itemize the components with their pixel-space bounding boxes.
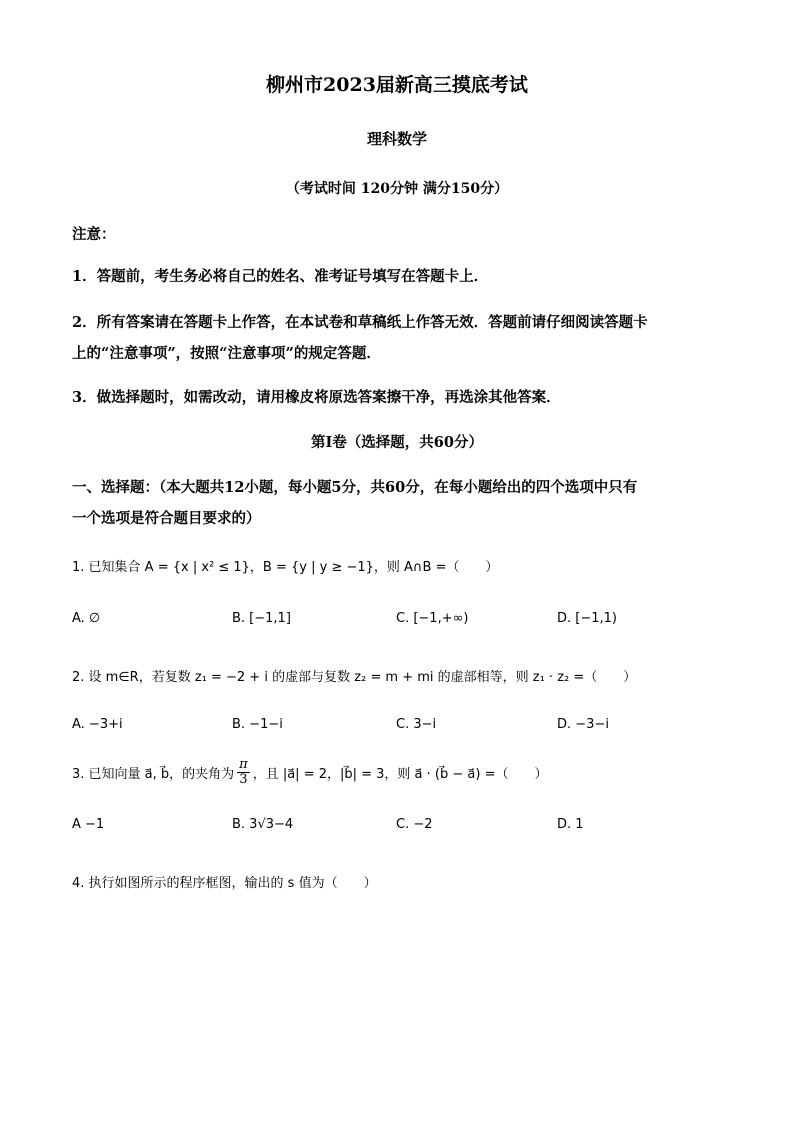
question-1-option-a: A. ∅ — [72, 611, 101, 626]
notice-item-2-line-1: 2．所有答案请在答题卡上作答，在本试卷和草稿纸上作答无效．答题前请仔细阅读答题卡 — [72, 314, 648, 331]
question-3-option-b: B. 3√3−4 — [232, 817, 294, 832]
question-2-stem: 2. 设 m∈R，若复数 z₁ = −2 + i 的虚部与复数 z₂ = m + mi 的虚部相等，则 z₁ · z₂ =（ ） — [72, 670, 637, 685]
notice-item-3: 3．做选择题时，如需改动，请用橡皮将原选答案擦干净，再选涂其他答案． — [72, 389, 561, 406]
question-3-stem-prefix: 3. 已知向量 a⃗, b⃗，的夹角为 — [72, 767, 235, 783]
question-3-stem-suffix: ，且 |a⃗| = 2，|b⃗| = 3，则 a⃗ · (b⃗ − a⃗) =（ ） — [252, 767, 548, 783]
question-3-option-a: A −1 — [72, 817, 105, 832]
question-2-option-a: A. −3+i — [72, 717, 123, 732]
part-title: 第Ⅰ卷（选择题，共60分） — [311, 434, 483, 451]
question-2-option-c: C. 3−i — [396, 717, 437, 732]
question-1-option-d: D. [−1,1) — [557, 611, 617, 626]
exam-title: 柳州市2023届新高三摸底考试 — [266, 74, 528, 96]
subject-title: 理科数学 — [366, 130, 427, 148]
question-2-option-d: D. −3−i — [557, 717, 609, 732]
notice-item-2-line-2: 上的“注意事项”，按照“注意事项”的规定答题． — [72, 345, 381, 362]
notice-heading: 注意： — [72, 226, 116, 243]
section-instruction-line-2: 一个选项是符合题目要求的） — [72, 510, 261, 527]
question-3-stem — [72, 758, 547, 788]
question-3-fraction — [237, 758, 250, 788]
question-1-option-c: C. [−1,+∞) — [396, 611, 469, 626]
question-2-option-b: B. −1−i — [232, 717, 283, 732]
question-1-option-b: B. [−1,1] — [232, 611, 291, 626]
section-instruction-line-1: 一、选择题：（本大题共12小题，每小题5分，共60分，在每小题给出的四个选项中只有 — [72, 479, 638, 496]
question-1-stem: 1. 已知集合 A = {x | x² ≤ 1}，B = {y | y ≥ −1}，则 A∩B =（ ） — [72, 560, 499, 575]
question-3-option-c: C. −2 — [396, 817, 433, 832]
question-4-stem: 4. 执行如图所示的程序框图，输出的 s 值为（ ） — [72, 876, 377, 891]
notice-item-1: 1．答题前，考生务必将自己的姓名、准考证号填写在答题卡上． — [72, 268, 489, 285]
question-3-option-d: D. 1 — [557, 817, 584, 832]
fraction-numerator: π — [239, 757, 248, 772]
fraction-denominator: 3 — [239, 772, 248, 788]
exam-info: （考试时间 120分钟 满分150分） — [285, 181, 509, 197]
